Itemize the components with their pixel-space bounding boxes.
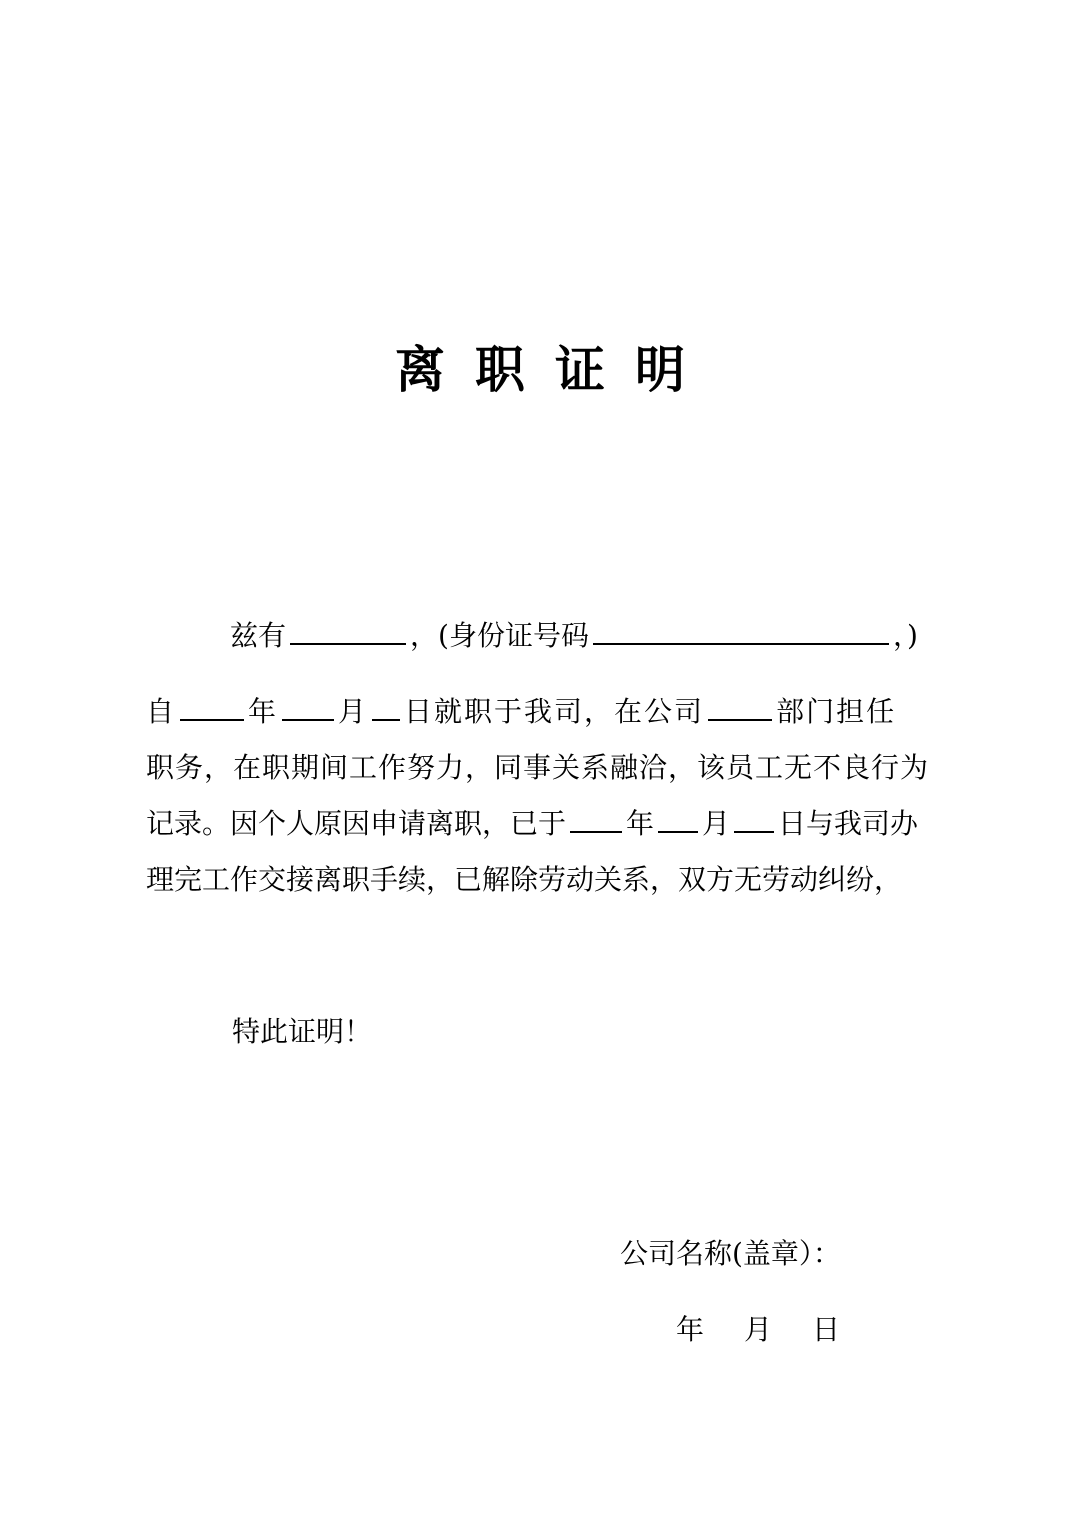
intro-lead: 兹有 <box>230 619 287 652</box>
id-number-blank[interactable] <box>593 619 889 645</box>
resign-lead: 记录。因个人原因申请离职，已于 <box>146 807 567 840</box>
body-line-4: 理完工作交接离职手续，已解除劳动关系，双方无劳动纠纷， <box>146 863 903 896</box>
sign-day-label: 日 <box>812 1313 841 1346</box>
start-year-label: 年 <box>248 695 279 728</box>
department-tail: 部门担任 <box>776 695 897 728</box>
start-year-blank[interactable] <box>180 695 244 721</box>
body-line-2: 职务，在职期间工作努力，同事关系融洽，该员工无不良行为 <box>146 751 930 784</box>
intro-end: ，) <box>892 619 918 652</box>
id-label: ，(身份证号码 <box>410 619 589 652</box>
start-day-blank[interactable] <box>372 695 400 721</box>
name-blank[interactable] <box>290 619 406 645</box>
sign-year-label: 年 <box>676 1313 705 1346</box>
resign-year-label: 年 <box>626 807 655 840</box>
body-line-3 <box>146 804 918 844</box>
document-title: 离职证明 <box>395 340 715 399</box>
company-seal-label: 公司名称(盖章）： <box>620 1237 841 1270</box>
sign-month-label: 月 <box>744 1313 773 1346</box>
resign-month-blank[interactable] <box>658 807 698 833</box>
resign-tail: 日与我司办 <box>778 807 919 840</box>
intro-line <box>230 616 918 656</box>
resign-month-label: 月 <box>702 807 731 840</box>
start-day-text: 日就职于我司，在公司 <box>404 695 705 728</box>
start-month-blank[interactable] <box>282 695 334 721</box>
signature-date <box>676 1310 840 1350</box>
department-blank[interactable] <box>708 695 772 721</box>
resign-year-blank[interactable] <box>570 807 622 833</box>
resign-day-blank[interactable] <box>734 807 774 833</box>
start-month-label: 月 <box>338 695 369 728</box>
closing-statement: 特此证明！ <box>232 1015 373 1048</box>
body-line-1 <box>146 692 896 732</box>
start-lead: 自 <box>146 695 177 728</box>
